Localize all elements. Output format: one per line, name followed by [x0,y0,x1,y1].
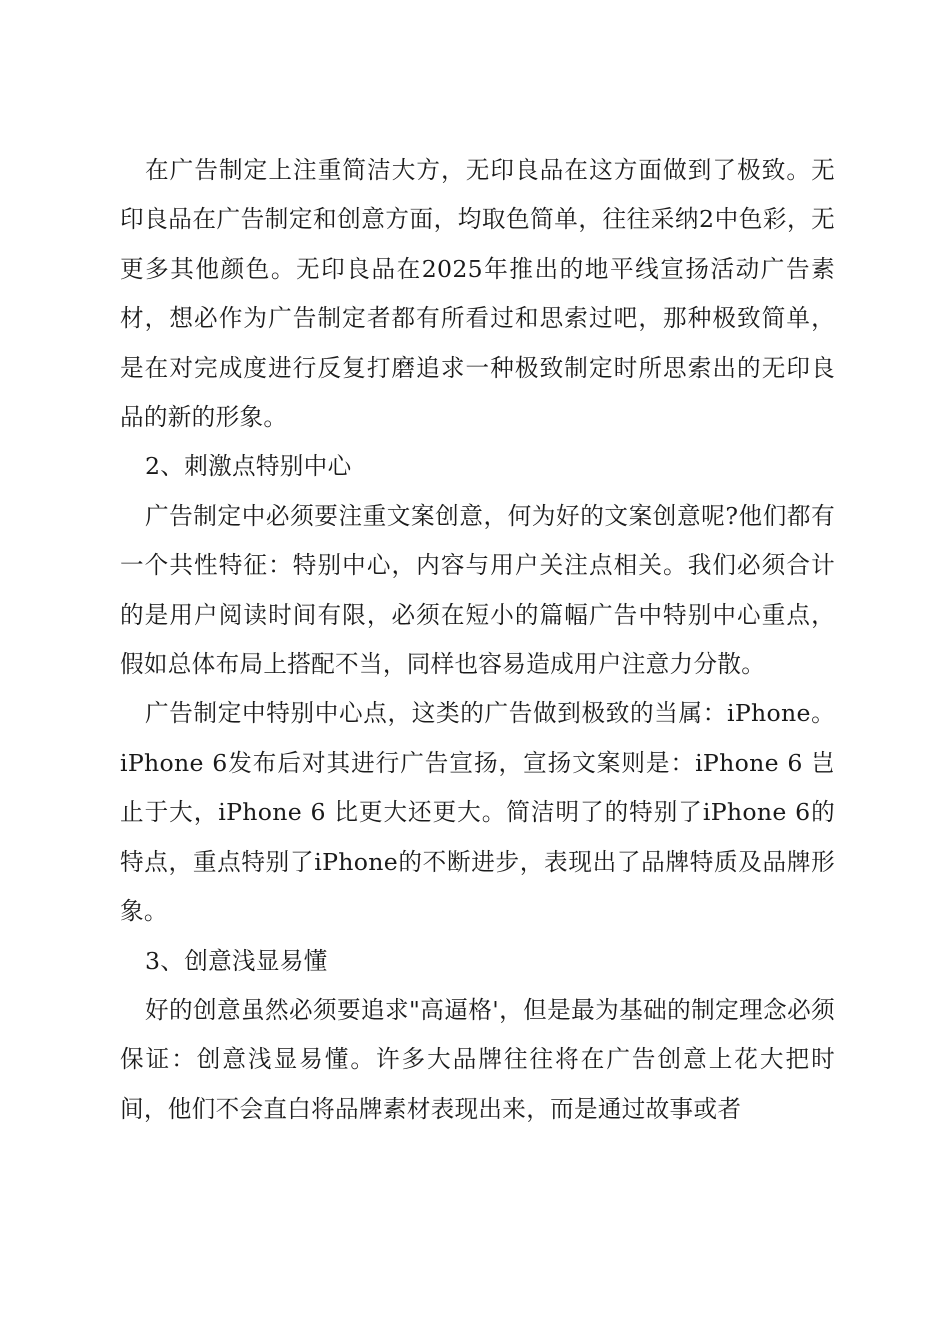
paragraph-copy-creativity: 广告制定中必须要注重文案创意，何为好的文案创意呢?他们都有一个共性特征：特别中心，内容与用户关注点相关。我们必须合计的是用户阅读时间有限，必须在短小的篇幅广告中特别中心重点，假如总体布局上搭配不当，同样也容易造成用户注意力分散。 [120,501,835,679]
paragraph-minimalism: 在广告制定上注重简洁大方，无印良品在这方面做到了极致。无印良品在广告制定和创意方面，均取色简单，往往采纳2中色彩，无更多其他颜色。无印良品在2025年推出的地平线宣扬活动广告素材，想必作为广告制定者都有所看过和思索过吧，那种极致简单，是在对完成度进行反复打磨追求一种极致制定时所思索出的无印良品的新的形象。 [120,156,835,432]
paragraph-iphone-example: 广告制定中特别中心点，这类的广告做到极致的当属：iPhone。iPhone 6发布后对其进行广告宣扬，宣扬文案则是：iPhone 6 岂止于大，iPhone 6 比更大还更大。简洁明了的特别了iPhone 6的特点，重点特别了iPhone的不断进步，表现出了品牌特质及品牌形象。 [120,699,835,926]
section-heading-focus: 2、刺激点特别中心 [145,452,352,481]
section-heading-simplicity: 3、创意浅显易懂 [145,946,328,975]
document-page [120,146,835,1134]
paragraph-easy-understanding: 好的创意虽然必须要追求"高逼格'，但是最为基础的制定理念必须保证：创意浅显易懂。许多大品牌往往将在广告创意上花大把时间，他们不会直白将品牌素材表现出来，而是通过故事或者 [120,995,835,1123]
